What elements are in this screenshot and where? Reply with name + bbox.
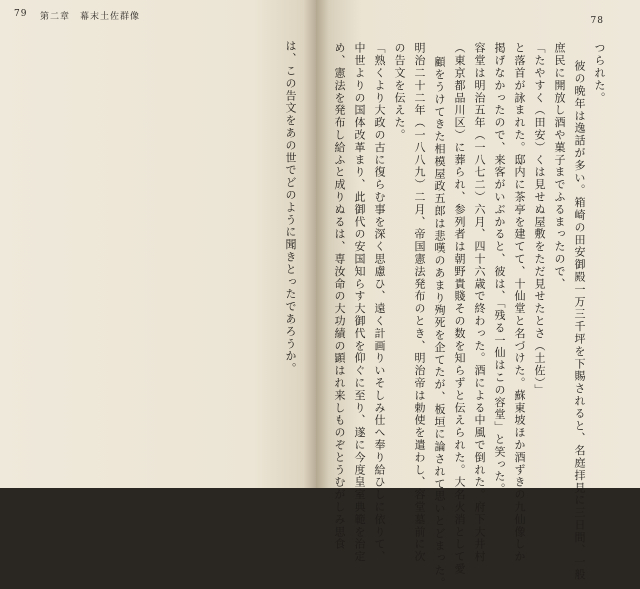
text-column: と落首が詠まれた。邸内に茶亭を建てて、十仙堂と名づけた。蘇東坡ほか酒ずきの九仙像しか bbox=[513, 42, 526, 563]
text-column: 彼の晩年は逸話が多い。箱崎の田安御殿一万三千坪を下賜されると、名庭拝見に三日間、一般 bbox=[573, 60, 586, 581]
text-column: つられた。 bbox=[593, 42, 606, 104]
text-column: （東京都品川区）に葬られ、参列者は朝野貴賤その数を知らずと伝えられた。大名火消として愛 bbox=[453, 42, 466, 576]
right-page bbox=[316, 0, 640, 589]
text-column: 掲げなかったので、来客がいぶかると、彼は、「残る一仙はこの容堂」と笑った。 bbox=[493, 42, 506, 496]
text-column: の告文を伝えた。 bbox=[393, 42, 406, 142]
text-column: 「熟くより大政の古に復らむ事を深く思慮ひ、遠く計画りいそしみ仕へ奉り給ひしに依りて、 bbox=[373, 42, 386, 563]
text-column: 容堂は明治五年（一八七二）六月、四十六歳で終わった。酒による中風で倒れた。府下大井村 bbox=[473, 42, 486, 563]
text-column: 明治二十二年（一八八九）二月、帝国憲法発布のとき、明治帝は勅使を遣わし、容堂墓前に次 bbox=[413, 42, 426, 563]
text-column: め、憲法を発布し給ふと成りぬるは、専汝命の大功績の顕はれ来しものぞとうむがしみ思食 bbox=[333, 42, 346, 551]
text-column: 庶民に開放し酒や菓子までふるまったので、 bbox=[553, 42, 566, 290]
text-column: 「たやすく（田安）くは見せぬ屋敷をただ見せたとさ（土佐）」 bbox=[533, 42, 546, 397]
text-column: 顧をうけてきた相模屋政五郎は悲嘆のあまり殉死を企てたが、板垣に論されて思いとどまった。 bbox=[433, 56, 446, 589]
running-head: 第二章 幕末土佐群像 bbox=[40, 12, 141, 22]
left-page-number: 79 bbox=[14, 9, 28, 19]
right-page-number: 78 bbox=[590, 16, 604, 26]
left-page bbox=[0, 0, 316, 488]
left-text-column: は、この告文をあの世でどのように聞きとったであろうか。 bbox=[284, 40, 297, 375]
text-column: 中世よりの国体改革まり、此御代の安国知らす大御代を仰ぐに至り、遂に今度皇室典範を治定 bbox=[353, 42, 366, 563]
